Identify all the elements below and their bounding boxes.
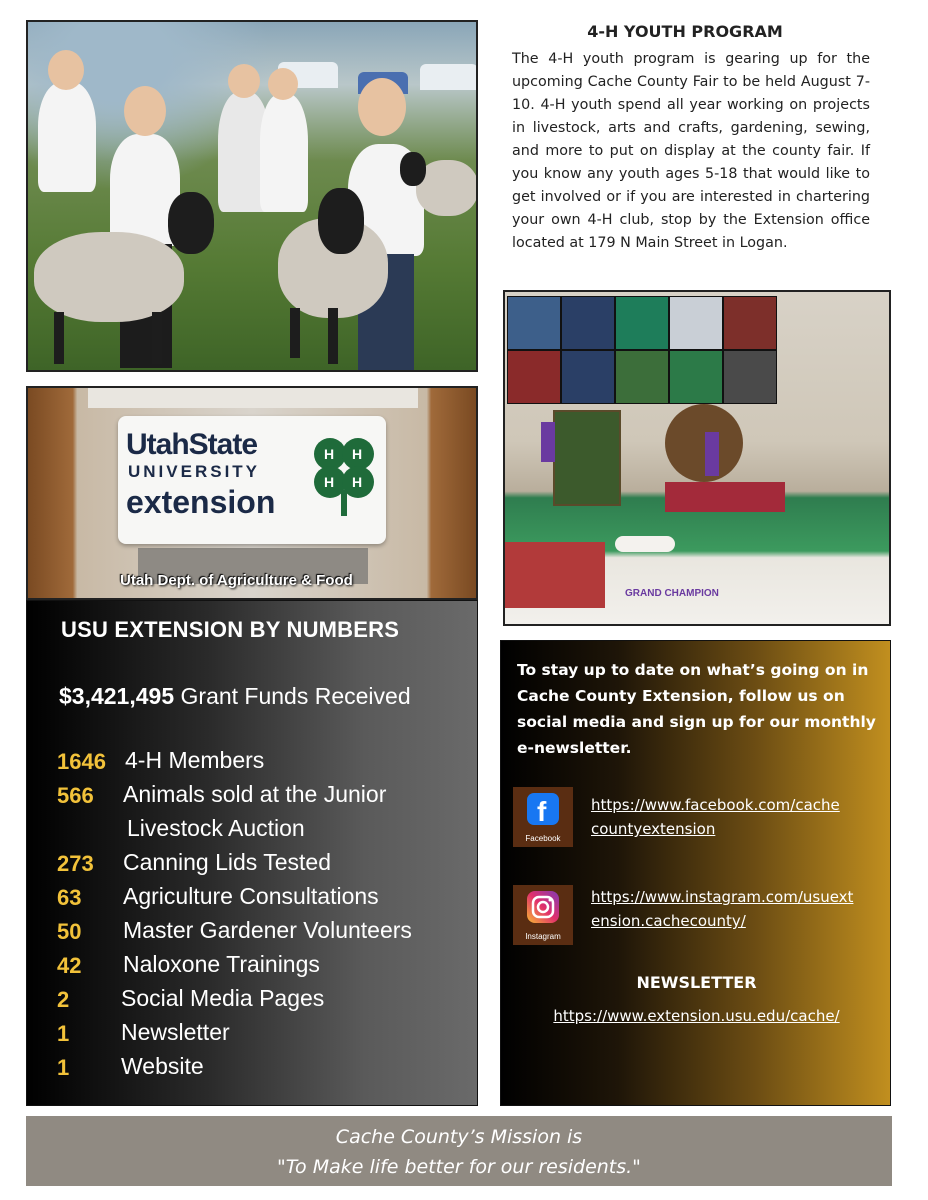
instagram-link-line: ension.cachecounty/ xyxy=(591,912,746,930)
stat-label: Master Gardener Volunteers xyxy=(123,917,412,943)
photo-fair-display xyxy=(503,290,891,626)
instagram-link-line: https://www.instagram.com/usuext xyxy=(591,888,854,906)
facebook-caption: Facebook xyxy=(525,834,561,843)
instagram-link[interactable] xyxy=(591,885,853,933)
logo-line-university: UNIVERSITY xyxy=(128,462,261,481)
stat-number: 1 xyxy=(57,1021,70,1046)
stat-label: Animals sold at the Junior xyxy=(123,781,387,807)
svg-text:H: H xyxy=(352,446,363,462)
grant-label: Grant Funds Received xyxy=(174,683,411,709)
grant-funds-line xyxy=(59,683,411,710)
stat-label: Website xyxy=(121,1053,204,1079)
svg-text:H: H xyxy=(324,446,335,462)
stat-number: 1 xyxy=(57,1055,70,1080)
logo-line-extension: extension xyxy=(126,484,276,520)
mission-statement: "To Make life better for our residents." xyxy=(277,1156,641,1178)
grant-amount: $3,421,495 xyxy=(59,683,175,709)
mission-banner xyxy=(26,1116,892,1186)
facebook-link-line: https://www.facebook.com/cache xyxy=(591,796,840,814)
stat-number: 1646 xyxy=(57,749,106,774)
dept-agriculture-food-text: Utah Dept. of Agriculture & Food xyxy=(120,572,353,589)
stat-number: 50 xyxy=(57,919,82,944)
stat-number: 42 xyxy=(57,953,82,978)
social-intro-text: To stay up to date on what’s going on in Cache County Extension, follow us on social media and sign up for our monthly e-newsletter. xyxy=(517,661,876,757)
instagram-caption: Instagram xyxy=(525,932,561,941)
stat-label: Livestock Auction xyxy=(127,815,305,841)
usu-extension-numbers-panel xyxy=(26,600,478,1106)
svg-text:H: H xyxy=(352,474,363,490)
youth-program-paragraph: The 4-H youth program is gearing up for the upcoming Cache County Fair to be held August 7-10. 4-H youth spend all year working on projects in livestock, arts and crafts, gardening, sewing, and more to put on display at the county fair. If you know any youth ages 5-18 that would like to get involved or if you are interested in chartering your own 4-H club, stop by the Extension office located at 179 N Main Street in Logan. xyxy=(512,51,870,251)
stat-label: Agriculture Consultations xyxy=(123,883,379,909)
stat-number: 63 xyxy=(57,885,82,910)
youth-program-heading: 4-H YOUTH PROGRAM xyxy=(587,22,783,41)
four-h-clover-icon xyxy=(310,434,378,518)
svg-text:f: f xyxy=(537,796,547,827)
numbers-title: USU EXTENSION BY NUMBERS xyxy=(61,617,400,642)
stat-number: 2 xyxy=(57,987,70,1012)
mission-line: Cache County’s Mission is xyxy=(335,1126,583,1148)
svg-text:H: H xyxy=(324,474,335,490)
newsletter-heading: NEWSLETTER xyxy=(636,973,757,992)
usu-extension-logo xyxy=(118,416,386,544)
stat-label: Canning Lids Tested xyxy=(123,849,331,875)
grand-champion-banner: GRAND CHAMPION xyxy=(625,588,719,599)
stat-label: 4-H Members xyxy=(125,747,265,773)
logo-line-utahstate: UtahState xyxy=(126,428,258,461)
facebook-link-line: countyextension xyxy=(591,820,716,838)
stat-label: Naloxone Trainings xyxy=(123,951,320,977)
facebook-tile[interactable] xyxy=(513,787,573,847)
stat-label: Social Media Pages xyxy=(121,985,325,1011)
newsletter-link[interactable]: https://www.extension.usu.edu/cache/ xyxy=(553,1007,840,1025)
photo-youth-with-sheep xyxy=(26,20,478,372)
instagram-tile[interactable] xyxy=(513,885,573,945)
stat-number: 566 xyxy=(57,783,94,808)
stat-label: Newsletter xyxy=(121,1019,230,1045)
photo-usu-extension-sign xyxy=(26,386,478,600)
facebook-link[interactable] xyxy=(591,793,840,841)
social-media-panel xyxy=(500,640,891,1106)
stat-number: 273 xyxy=(57,851,94,876)
